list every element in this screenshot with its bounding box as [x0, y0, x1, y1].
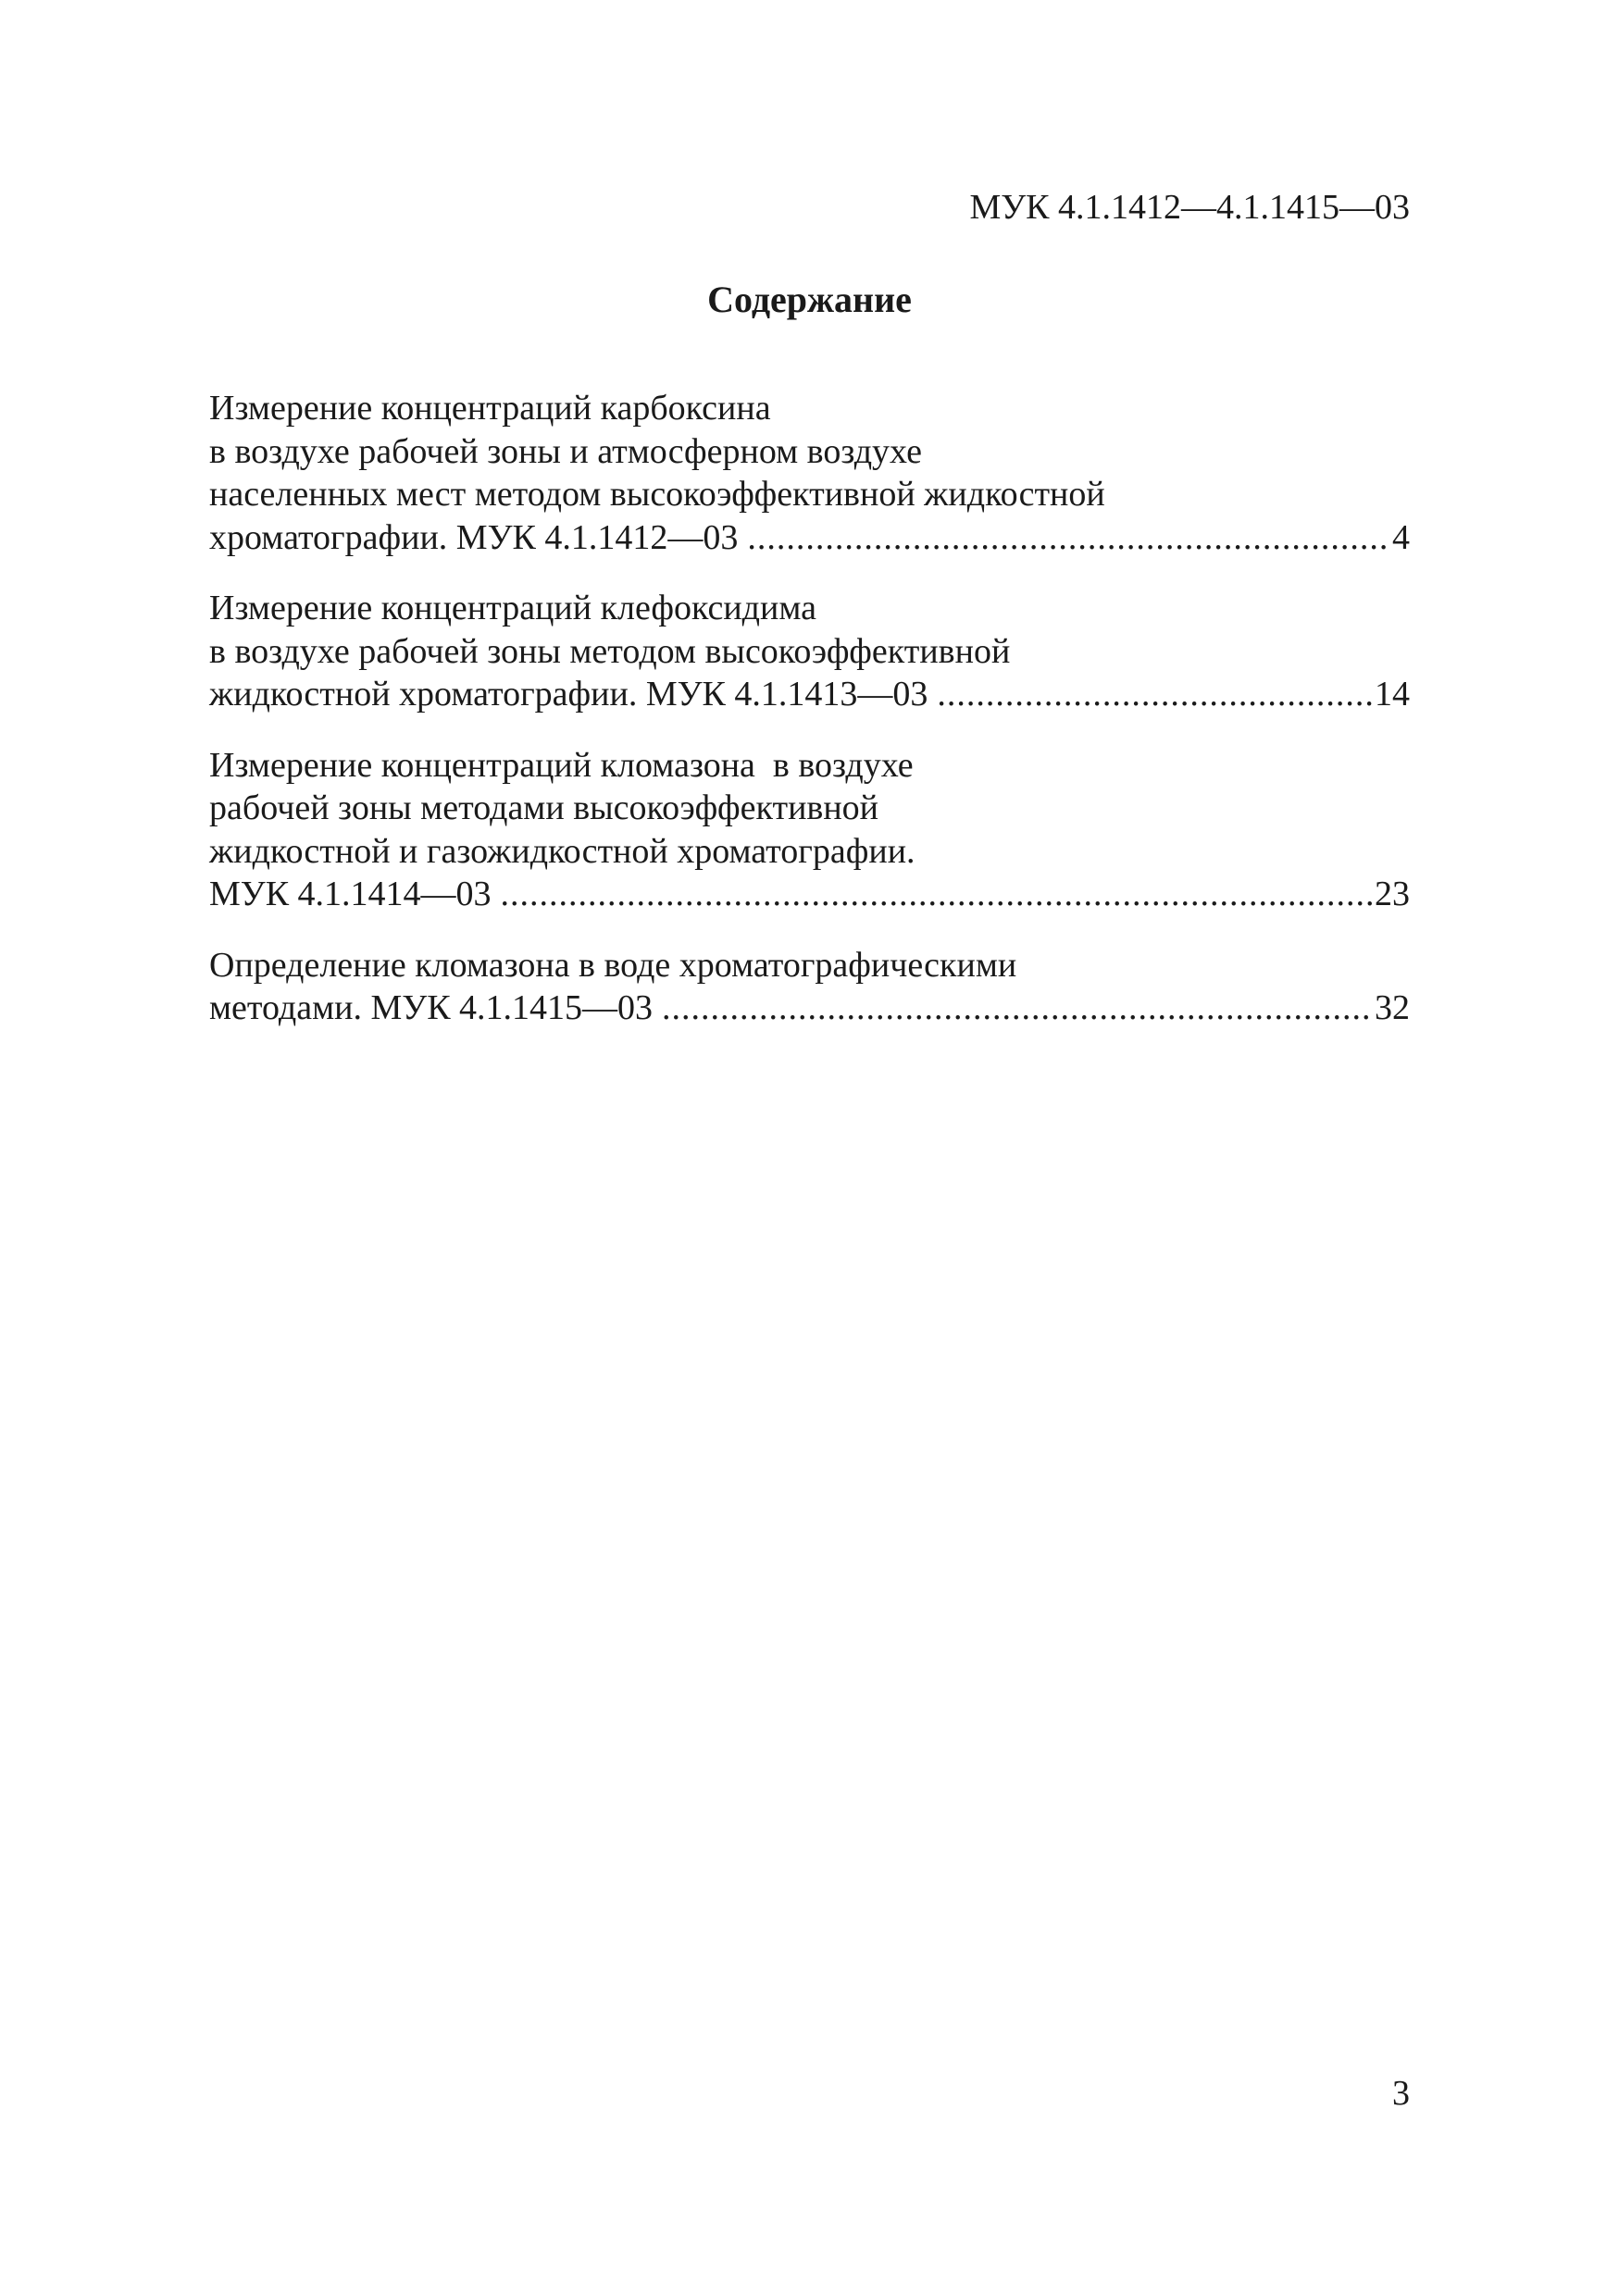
page-number: 3 [1392, 2074, 1410, 2113]
toc-entry-line: МУК 4.1.1414—03 [209, 875, 492, 913]
toc-entry[interactable] [209, 387, 1410, 559]
toc-entry-line: Измерение концентраций карбоксина [209, 389, 771, 428]
running-header: МУК 4.1.1412—4.1.1415—03 [969, 188, 1410, 227]
dot-leader [937, 673, 1373, 716]
toc-entry-line: Измерение концентраций клефоксидима [209, 589, 817, 627]
toc-title: Содержание [707, 279, 912, 320]
toc-entry-line: хроматографии. МУК 4.1.1412—03 [209, 517, 739, 557]
toc-entry-final-line [209, 873, 1410, 916]
toc-entry-line: рабочей зоны методами высокоэффективной [209, 788, 879, 827]
toc-entry[interactable] [209, 744, 1410, 916]
dot-leader [662, 987, 1373, 1030]
toc-entry-line: жидкостной и газожидкостной хроматографии. [209, 831, 915, 871]
toc-page-number: 4 [1392, 517, 1410, 557]
toc-entry-final-line [209, 673, 1410, 716]
toc-entry-line: в воздухе рабочей зоны и атмосферном воздухе [209, 431, 922, 471]
toc-entry-line: в воздухе рабочей зоны методом высокоэффективной [209, 631, 1011, 671]
toc-entry-final-line [209, 516, 1410, 560]
toc-entry-line: населенных мест методом высокоэффективной жидкостной [209, 475, 1105, 514]
dot-leader [747, 516, 1390, 560]
toc-entry-final-line [209, 987, 1410, 1030]
toc-entry[interactable] [209, 944, 1410, 1030]
toc-entry[interactable] [209, 587, 1410, 716]
toc-page-number: 14 [1375, 675, 1410, 714]
table-of-contents [209, 387, 1410, 1058]
toc-entry-line: методами. МУК 4.1.1415—03 [209, 988, 654, 1027]
toc-entry-line: Определение кломазона в воде хроматографическими [209, 945, 1017, 985]
toc-page-number: 23 [1375, 875, 1410, 913]
toc-entry-line: жидкостной хроматографии. МУК 4.1.1413—03 [209, 675, 928, 714]
dot-leader [501, 873, 1373, 916]
toc-page-number: 32 [1375, 988, 1410, 1027]
toc-entry-line: Измерение концентраций кломазона в воздухе [209, 745, 914, 785]
